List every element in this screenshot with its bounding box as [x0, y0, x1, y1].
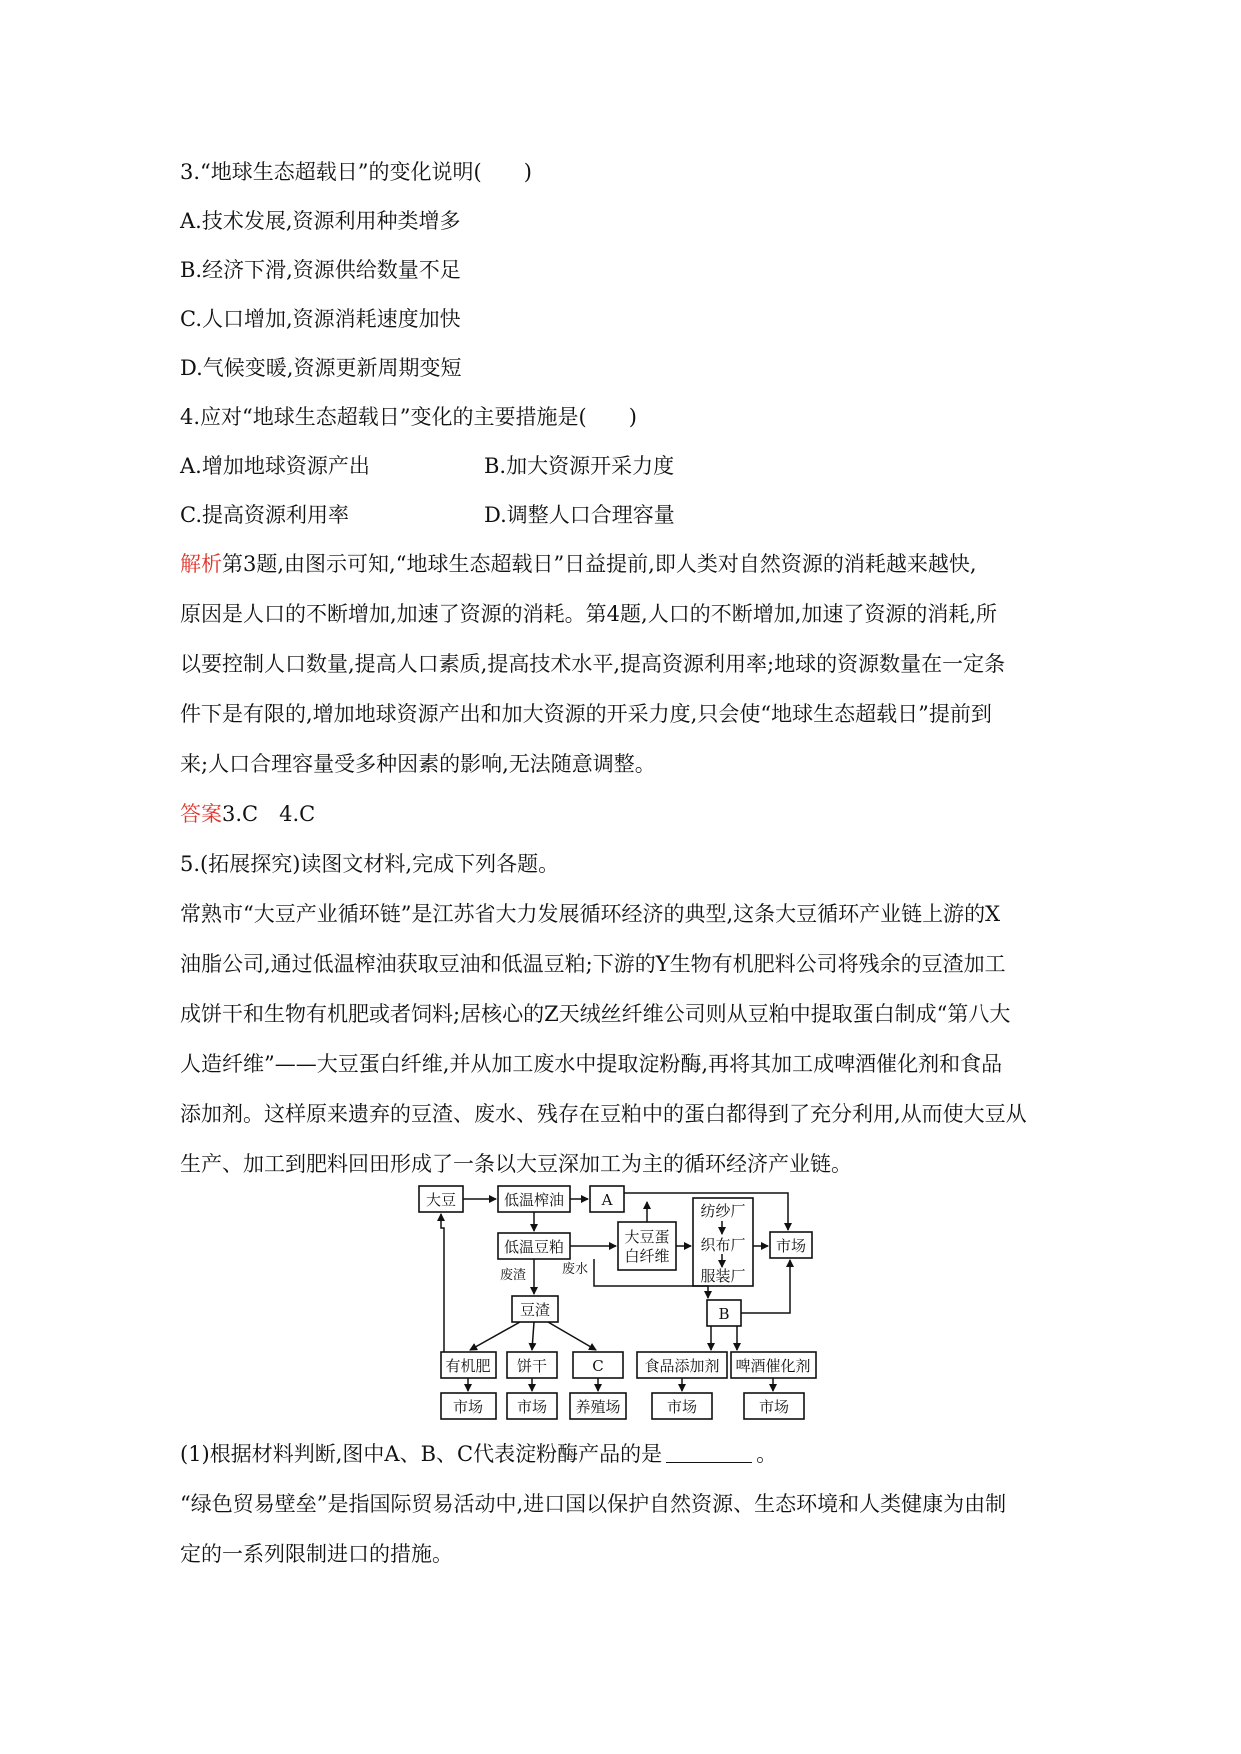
- answer-blank[interactable]: [666, 1442, 752, 1463]
- label-yangzhi: 养殖场: [575, 1398, 621, 1416]
- label-diwen-zhayou: 低温榨油: [503, 1191, 565, 1209]
- answer-label: 答案: [180, 802, 222, 826]
- green-line-2: 定的一系列限制进口的措施。: [180, 1542, 453, 1566]
- green-line-1: “绿色贸易壁垒”是指国际贸易活动中,进口国以保护自然资源、生态环境和人类健康为由制: [180, 1492, 1007, 1516]
- label-shipin: 食品添加剂: [644, 1357, 720, 1375]
- q3-option-c: C.人口增加,资源消耗速度加快: [180, 307, 461, 331]
- label-market-5: 市场: [758, 1398, 790, 1416]
- material-line-1: 常熟市“大豆产业循环链”是江苏省大力发展循环经济的典型,这条大豆循环产业链上游的X: [180, 902, 1001, 926]
- q3-option-a: A.技术发展,资源利用种类增多: [180, 209, 461, 233]
- label-c: C: [592, 1357, 604, 1375]
- label-feizha: 废渣: [499, 1268, 527, 1283]
- material-line-6: 生产、加工到肥料回田形成了一条以大豆深加工为主的循环经济产业链。: [180, 1152, 852, 1176]
- label-diwen-doupo: 低温豆粕: [503, 1238, 565, 1256]
- label-fuzhuang: 服装厂: [700, 1267, 746, 1285]
- label-shichang-right: 市场: [775, 1237, 807, 1255]
- q5-sub1-text: (1)根据材料判断,图中A、B、C代表淀粉酶产品的是: [180, 1442, 663, 1466]
- analysis-line-4: 件下是有限的,增加地球资源产出和加大资源的开采力度,只会使“地球生态超载日”提前到: [180, 702, 992, 726]
- label-danbai-line2: 白纤维: [624, 1247, 670, 1265]
- label-pijiu: 啤酒催化剂: [735, 1357, 811, 1375]
- label-a: A: [601, 1191, 613, 1209]
- label-douzha: 豆渣: [519, 1301, 551, 1319]
- q3-option-b: B.经济下滑,资源供给数量不足: [180, 258, 461, 282]
- q4-option-b: B.加大资源开采力度: [484, 454, 675, 478]
- material-line-2: 油脂公司,通过低温榨油获取豆油和低温豆粕;下游的Y生物有机肥料公司将残余的豆渣加工: [180, 952, 1006, 976]
- label-market-2: 市场: [516, 1398, 548, 1416]
- material-line-5: 添加剂。这样原来遗弃的豆渣、废水、残存在豆粕中的蛋白都得到了充分利用,从而使大豆从: [180, 1102, 1027, 1126]
- q4-option-d: D.调整人口合理容量: [484, 503, 675, 527]
- label-youjifei: 有机肥: [445, 1357, 491, 1375]
- label-binggan: 饼干: [516, 1357, 548, 1375]
- q3-stem: 3.“地球生态超载日”的变化说明( ): [180, 160, 532, 184]
- q5-sub1: [180, 1440, 777, 1468]
- label-b: B: [718, 1305, 730, 1323]
- q5-stem: 5.(拓展探究)读图文材料,完成下列各题。: [180, 852, 560, 876]
- q3-option-d: D.气候变暖,资源更新周期变短: [180, 356, 462, 380]
- analysis-line-5: 来;人口合理容量受多种因素的影响,无法随意调整。: [180, 752, 656, 776]
- q4-option-a: A.增加地球资源产出: [180, 454, 370, 478]
- label-dadou: 大豆: [425, 1191, 457, 1209]
- q4-stem: 4.应对“地球生态超载日”变化的主要措施是( ): [180, 405, 637, 429]
- analysis-text-1: 第3题,由图示可知,“地球生态超载日”日益提前,即人类对自然资源的消耗越来越快,: [222, 552, 977, 576]
- label-market-4: 市场: [666, 1398, 698, 1416]
- label-feishui: 废水: [561, 1262, 589, 1277]
- q4-option-c: C.提高资源利用率: [180, 503, 349, 527]
- label-danbai-line1: 大豆蛋: [624, 1228, 670, 1246]
- label-market-1: 市场: [452, 1398, 484, 1416]
- analysis-line-3: 以要控制人口数量,提高人口素质,提高技术水平,提高资源利用率;地球的资源数量在一定条: [180, 652, 1006, 676]
- material-line-4: 人造纤维”——大豆蛋白纤维,并从加工废水中提取淀粉酶,再将其加工成啤酒催化剂和食品: [180, 1052, 1003, 1076]
- q5-sub1-end: 。: [756, 1442, 778, 1466]
- analysis-label: 解析: [180, 552, 222, 576]
- label-fangsha: 纺纱厂: [700, 1202, 746, 1220]
- label-zhibu: 织布厂: [700, 1236, 746, 1254]
- answer-text: 3.C 4.C: [222, 802, 316, 826]
- analysis-line-2: 原因是人口的不断增加,加速了资源的消耗。第4题,人口的不断增加,加速了资源的消耗,所: [180, 602, 998, 626]
- material-line-3: 成饼干和生物有机肥或者饲料;居核心的Z天绒丝纤维公司则从豆粕中提取蛋白制成“第八大: [180, 1002, 1011, 1026]
